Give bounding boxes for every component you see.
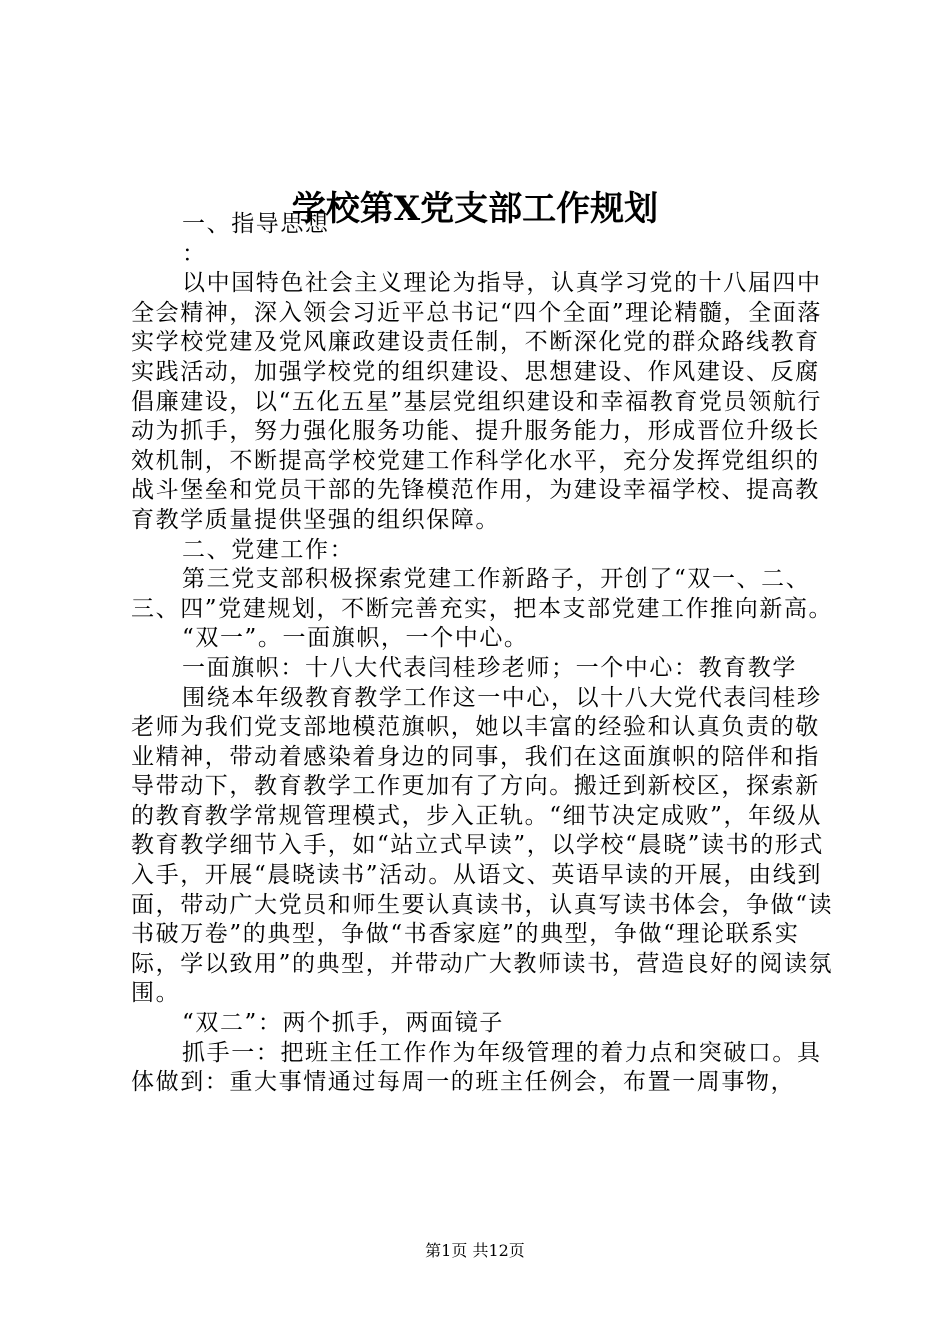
paragraph-guiding-ideology: 以中国特色社会主义理论为指导，认真学习党的十八届四中全会精神，深入领会习近平总书记“四个全面”理论精髓，全面落实学校党建及党风廉政建设责任制，不断深化党的群众路线教育实践活动，加强学校党的组织建设、思想建设、作风建设、反腐倡廉建设，以“五化五星”基层党组织建设和幸福教育党员领航行动为抓手，努力强化服务功能、提升服务能力，形成晋位升级长效机制，不断提高学校党建工作科学化水平，充分发挥党组织的战斗堡垒和党员干部的先锋模范作用，为建设幸福学校、提高教育教学质量提供坚强的组织保障。 [131,270,822,533]
document-title: 学校第X党支部工作规划 [291,189,659,229]
subheading-double-two: “双二”：两个抓手，两面镜子 [182,1010,504,1037]
section-heading-guiding-ideology: 一、指导思想 [182,211,330,237]
line-banner-and-center: 一面旗帜：十八大代表闫桂珍老师；一个中心：教育教学 [182,654,797,681]
page-footer: 第1页 共12页 [425,1241,525,1260]
stray-colon-line: ： [182,240,207,267]
document-body [131,210,843,1098]
paragraph-party-building-intro: 第三党支部积极探索党建工作新路子，开创了“双一、二、三、四”党建规划，不断完善充实，把本支部党建工作推向新高。 [131,566,834,622]
section-heading-party-building: 二、党建工作： [182,536,355,563]
paragraph-teaching-center: 围绕本年级教育教学工作这一中心，以十八大党代表闫桂珍老师为我们党支部地模范旗帜，她以丰富的经验和认真负责的敬业精神，带动着感染着身边的同事，我们在这面旗帜的陪伴和指导带动下，教育教学工作更加有了方向。搬迁到新校区，探索新的教育教学常规管理模式，步入正轨。“细节决定成败”，年级从教育教学细节入手，如“站立式早读”，以学校“晨晓”读书的形式入手，开展“晨晓读书”活动。从语文、英语早读的开展，由线到面，带动广大党员和师生要认真读书，认真写读书体会，争做“读书破万卷”的典型，争做“书香家庭”的典型，争做“理论联系实际，学以致用”的典型，并带动广大教师读书，营造良好的阅读氛围。 [131,684,834,1007]
paragraph-handle-one: 抓手一：把班主任工作作为年级管理的着力点和突破口。具体做到：重大事情通过每周一的班主任例会，布置一周事物， [131,1039,822,1096]
subheading-double-one: “双一”。一面旗帜，一个中心。 [182,625,529,652]
